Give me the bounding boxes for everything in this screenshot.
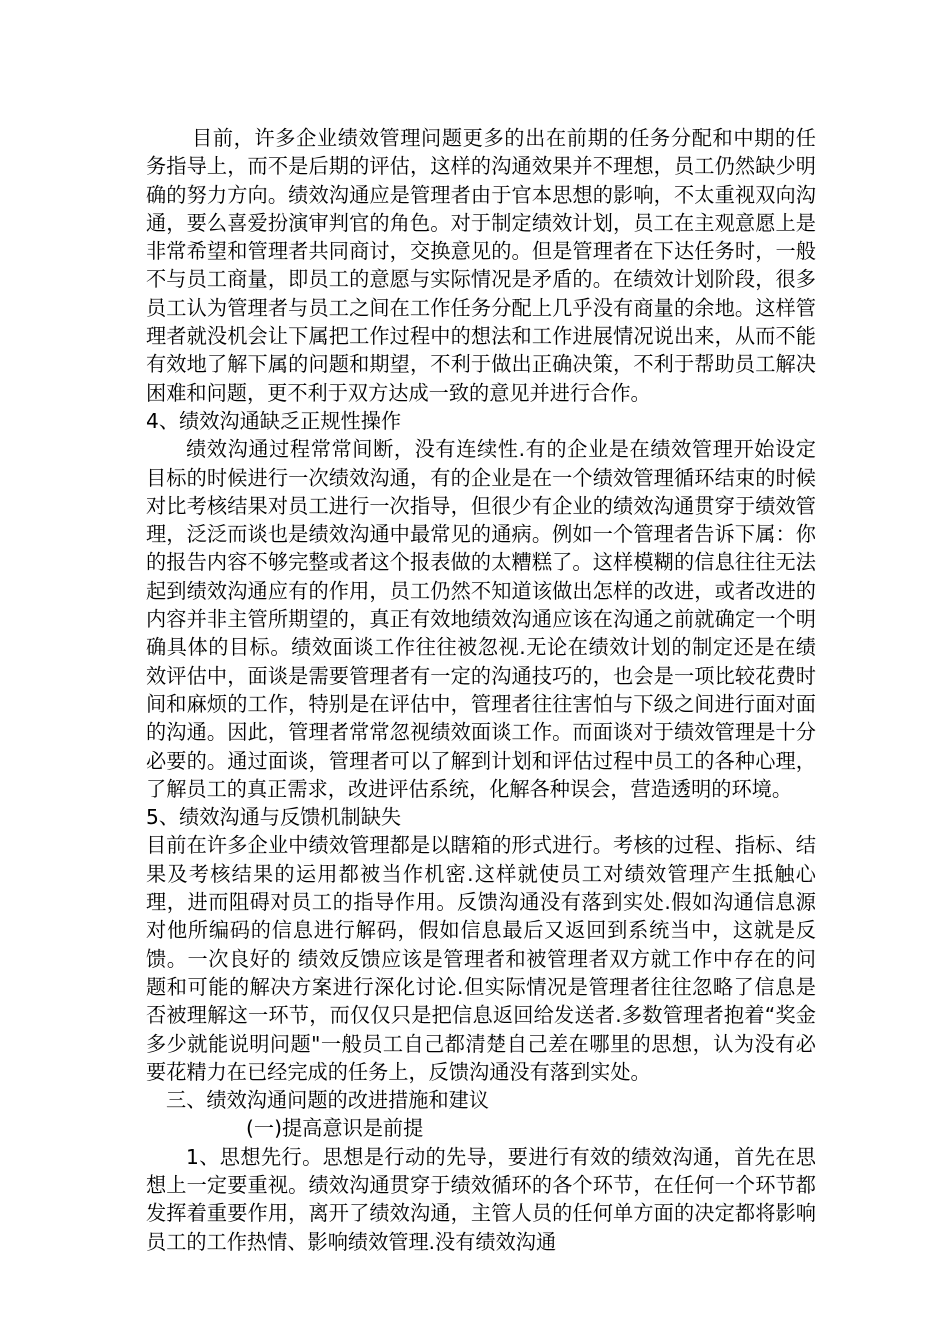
section-heading-5: 5、绩效沟通与反馈机制缺失 [146,805,402,830]
document-body [146,124,816,1256]
paragraph-feedback-mechanism: 目前在许多企业中绩效管理都是以瞎箱的形式进行。考核的过程、指标、结果及考核结果的运用都被当作机密.这样就使员工对绩效管理产生抵触心理，进而阻碍对员工的指导作用。反馈沟通没有落到实处.假如沟通信息源对他所编码的信息进行解码，假如信息最后又返回到系统当中，这就是反馈。一次良好的 绩效反馈应该是管理者和被管理者双方就工作中存在的问题和可能的解决方案进行深化讨论.但实际情况是管理者往往忽略了信息是否被理解这一环节，而仅仅只是把信息返回给发送者.多数管理者抱着“奖金多少就能说明问题"一般员工自己都清楚自己差在哪里的思想，认为没有必要花精力在已经完成的任务上，反馈沟通没有落到实处。 [146,833,816,1084]
section-heading-4: 4、绩效沟通缺乏正规性操作 [146,408,402,433]
section-heading-3: 三、绩效沟通问题的改进措施和建议 [166,1088,490,1113]
paragraph-thought-first: 1、思想先行。思想是行动的先导，要进行有效的绩效沟通，首先在思想上一定要重视。绩效沟通贯穿于绩效循环的各个环节，在任何一个环节都发挥着重要作用，离开了绩效沟通，主管人员的任何单方面的决定都将影响员工的工作热情、影响绩效管理.没有绩效沟通 [146,1144,816,1254]
subsection-heading-awareness: (一)提高意识是前提 [246,1116,424,1141]
paragraph-task-assignment: 目前，许多企业绩效管理问题更多的出在前期的任务分配和中期的任务指导上，而不是后期的评估，这样的沟通效果并不理想，员工仍然缺少明确的努力方向。绩效沟通应是管理者由于官本思想的影响，不太重视双向沟通，要么喜爱扮演审判官的角色。对于制定绩效计划，员工在主观意愿上是非常希望和管理者共同商讨，交换意见的。但是管理者在下达任务时，一般不与员工商量，即员工的意愿与实际情况是矛盾的。在绩效计划阶段，很多员工认为管理者与员工之间在工作任务分配上几乎没有商量的余地。这样管理者就没机会让下属把工作过程中的想法和工作进展情况说出来，从而不能有效地了解下属的问题和期望，不利于做出正确决策，不利于帮助员工解决困难和问题，更不利于双方达成一致的意见并进行合作。 [146,126,816,405]
paragraph-informal-communication: 绩效沟通过程常常间断，没有连续性.有的企业是在绩效管理开始设定目标的时候进行一次绩效沟通，有的企业是在一个绩效管理循环结束的时候对比考核结果对员工进行一次指导，但很少有企业的绩效沟通贯穿于绩效管理，泛泛而谈也是绩效沟通中最常见的通病。例如一个管理者告诉下属：你的报告内容不够完整或者这个报表做的太糟糕了。这样模糊的信息往往无法起到绩效沟通应有的作用，员工仍然不知道该做出怎样的改进，或者改进的内容并非主管所期望的，真正有效地绩效沟通应该在沟通之前就确定一个明确具体的目标。绩效面谈工作往往被忽视.无论在绩效计划的制定还是在绩效评估中，面谈是需要管理者有一定的沟通技巧的，也会是一项比较花费时间和麻烦的工作，特别是在评估中，管理者往往害怕与下级之间进行面对面的沟通。因此，管理者常常忽视绩效面谈工作。而面谈对于绩效管理是十分必要的。通过面谈，管理者可以了解到计划和评估过程中员工的各种心理，了解员工的真正需求，改进评估系统，化解各种误会，营造透明的环境。 [146,437,816,801]
